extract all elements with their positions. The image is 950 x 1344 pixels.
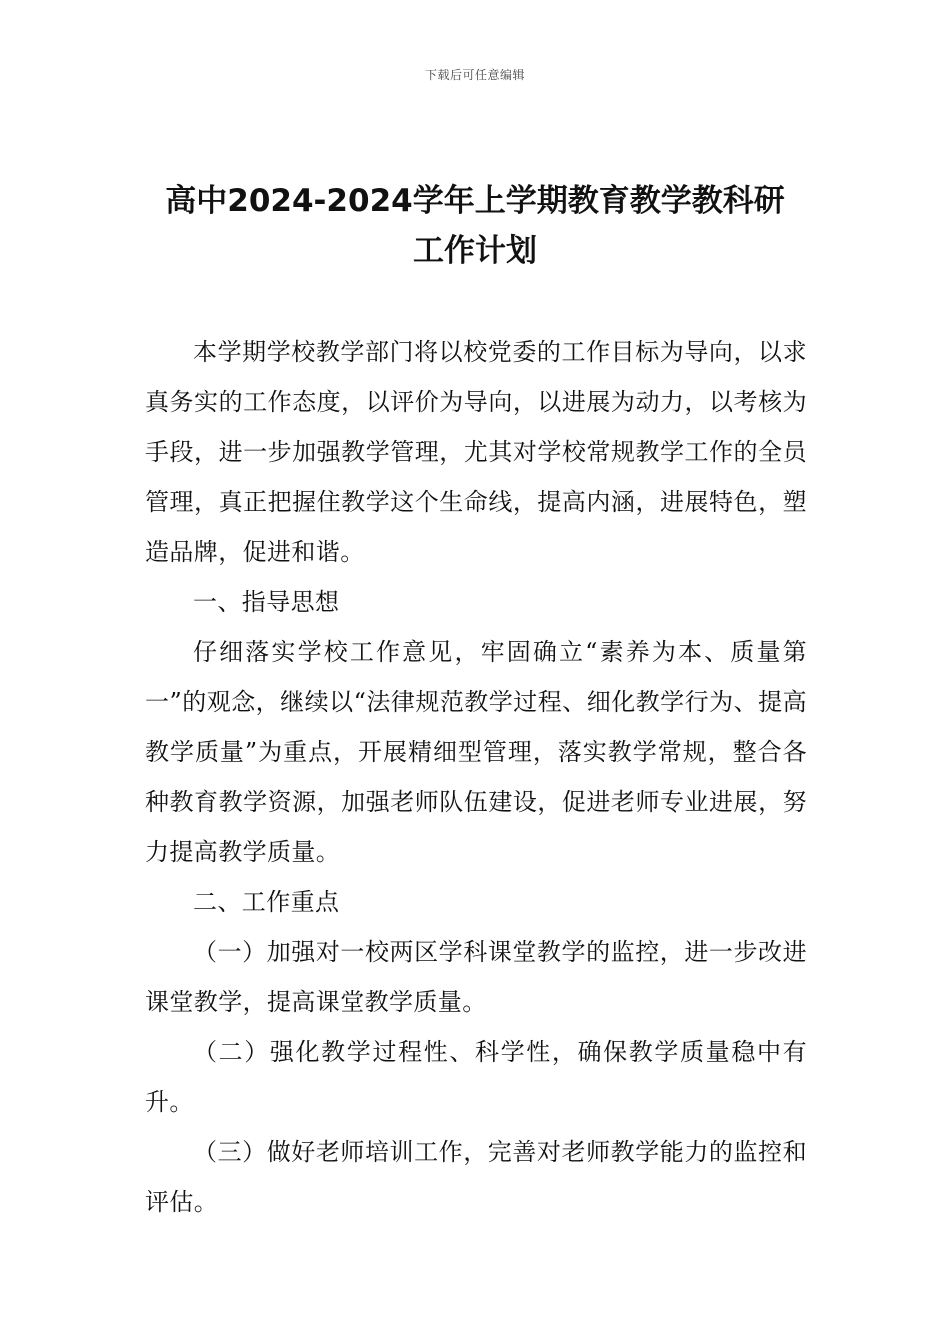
guiding-idea-paragraph: 仔细落实学校工作意见，牢固确立“素养为本、质量第一”的观念，继续以“法律规范教学过程、细化教学行为、提高教学质量”为重点，开展精细型管理，落实教学常规，整合各种教育教学资源，加强老师队伍建设，促进老师专业进展，努力提高教学质量。 [145, 638, 807, 866]
work-focus-item-3: （三）做好老师培训工作，完善对老师教学能力的监控和评估。 [145, 1138, 807, 1216]
work-focus-item-1: （一）加强对一校两区学科课堂教学的监控，进一步改进课堂教学，提高课堂教学质量。 [145, 938, 807, 1016]
section-heading-guiding-idea: 一、指导思想 [193, 588, 340, 616]
document-body [145, 327, 807, 1227]
header-note: 下载后可任意编辑 [424, 68, 525, 82]
title-line-2: 工作计划 [413, 233, 537, 269]
document-title [130, 176, 820, 276]
title-line-1: 高中2024-2024学年上学期教育教学教科研 [165, 183, 785, 219]
work-focus-item-2: （二）强化教学过程性、科学性，确保教学质量稳中有升。 [145, 1038, 807, 1116]
intro-paragraph: 本学期学校教学部门将以校党委的工作目标为导向，以求真务实的工作态度，以评价为导向，以进展为动力，以考核为手段，进一步加强教学管理，尤其对学校常规教学工作的全员管理，真正把握住教学这个生命线，提高内涵，进展特色，塑造品牌，促进和谐。 [145, 338, 807, 566]
section-heading-work-focus: 二、工作重点 [193, 888, 340, 916]
